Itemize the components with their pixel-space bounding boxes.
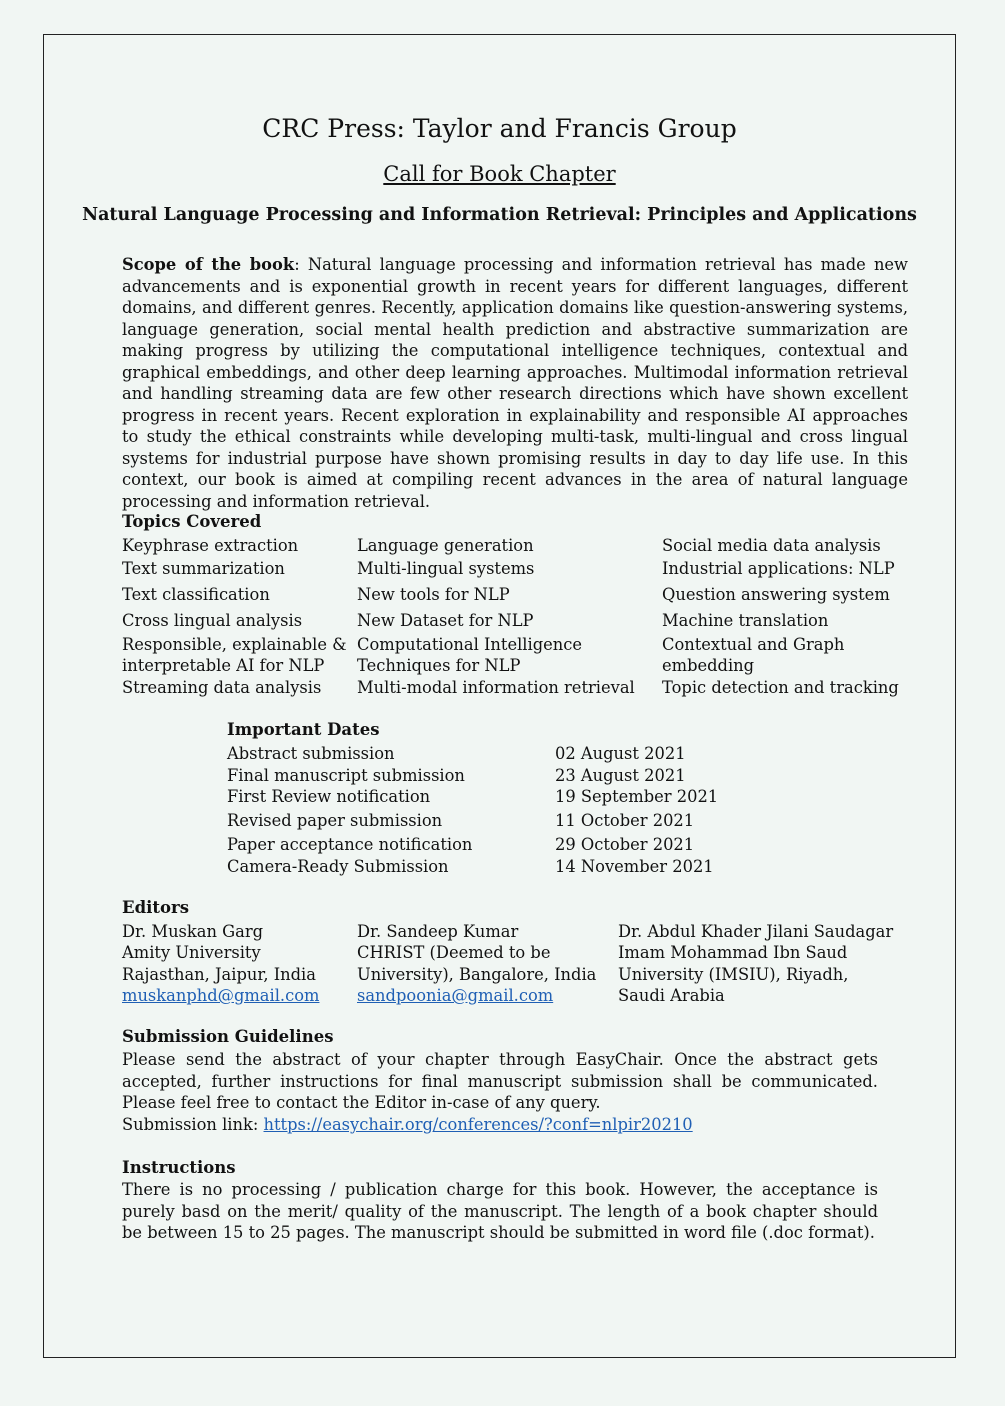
topic-item: New Dataset for NLP bbox=[357, 611, 534, 630]
topic-item: Keyphrase extraction bbox=[122, 536, 299, 555]
book-title: Natural Language Processing and Information Retrieval: Principles and Applications bbox=[82, 205, 917, 225]
topic-item: embedding bbox=[662, 656, 755, 675]
topic-item: Techniques for NLP bbox=[357, 656, 521, 675]
editor-affiliation: Amity University bbox=[122, 943, 261, 962]
date-label: Revised paper submission bbox=[227, 811, 443, 830]
dates-heading: Important Dates bbox=[227, 720, 380, 739]
scope-paragraph bbox=[122, 254, 908, 512]
editor-location: Saudi Arabia bbox=[618, 986, 725, 1005]
topic-item: Multi-modal information retrieval bbox=[357, 678, 635, 697]
date-value: 02 August 2021 bbox=[555, 744, 686, 763]
topic-item: New tools for NLP bbox=[357, 585, 510, 604]
date-label: First Review notification bbox=[227, 787, 431, 806]
editor-name: Dr. Abdul Khader Jilani Saudagar bbox=[618, 922, 894, 941]
editor-email-link[interactable]: muskanphd@gmail.com bbox=[122, 986, 320, 1005]
topic-item: interpretable AI for NLP bbox=[122, 656, 325, 675]
instructions-text: There is no processing / publication charge for this book. However, the acceptance is purely basd on the merit/ quality of the manuscript. The length of a book chapter should be between 15 to 25 pages. The manuscript should be submitted in word file (.doc format). bbox=[122, 1180, 878, 1242]
date-value: 19 September 2021 bbox=[555, 787, 719, 806]
date-label: Paper acceptance notification bbox=[227, 835, 473, 854]
scope-text: : Natural language processing and information retrieval has made new advancements and is exponential growth in recent years for different languages, different domains, and different genres. Recently, application domains like question-answering systems, language generation, social mental health prediction and abstractive summarization are making progress by utilizing the computational intelligence techniques, contextual and graphical embeddings, and other deep learning approaches. Multimodal information retrieval and handling streaming data are few other research directions which have shown excellent progress in recent years. Recent exploration in explainability and responsible AI approaches to study the ethical constraints while developing multi-task, multi-lingual and cross lingual systems for industrial purpose have shown promising results in day to day life use. In this context, our book is aimed at compiling recent advances in the area of natural language processing and information retrieval. bbox=[122, 255, 908, 511]
topic-item: Streaming data analysis bbox=[122, 678, 322, 697]
topic-item: Cross lingual analysis bbox=[122, 611, 303, 630]
date-value: 29 October 2021 bbox=[555, 835, 695, 854]
topic-item: Question answering system bbox=[662, 585, 890, 604]
editors-heading: Editors bbox=[122, 898, 189, 917]
scope-label: Scope of the book bbox=[122, 255, 295, 274]
call-for-chapter-heading: Call for Book Chapter bbox=[383, 162, 616, 186]
editor-name: Dr. Muskan Garg bbox=[122, 922, 264, 941]
editor-affiliation: University (IMSIU), Riyadh, bbox=[618, 965, 849, 984]
editor-location: Rajasthan, Jaipur, India bbox=[122, 965, 316, 984]
topic-item: Multi-lingual systems bbox=[357, 559, 535, 578]
submission-link[interactable]: https://easychair.org/conferences/?conf=nlpir20210 bbox=[263, 1115, 693, 1134]
topic-item: Language generation bbox=[357, 536, 534, 555]
date-label: Camera-Ready Submission bbox=[227, 857, 449, 876]
topic-item: Text classification bbox=[122, 585, 270, 604]
topic-item: Machine translation bbox=[662, 611, 829, 630]
topic-item: Contextual and Graph bbox=[662, 635, 845, 654]
publisher-title: CRC Press: Taylor and Francis Group bbox=[262, 114, 737, 143]
editor-email-link[interactable]: sandpoonia@gmail.com bbox=[357, 986, 554, 1005]
date-label: Final manuscript submission bbox=[227, 766, 465, 785]
editor-name: Dr. Sandeep Kumar bbox=[357, 922, 519, 941]
submission-link-line bbox=[122, 1114, 693, 1135]
topic-item: Industrial applications: NLP bbox=[662, 559, 895, 578]
topic-item: Social media data analysis bbox=[662, 536, 881, 555]
submission-text: Please send the abstract of your chapter through EasyChair. Once the abstract gets accepted, further instructions for final manuscript submission shall be communicated. Please feel free to contact the Editor in-case of any query. bbox=[122, 1050, 878, 1112]
date-value: 14 November 2021 bbox=[555, 857, 714, 876]
editor-location: University), Bangalore, India bbox=[357, 965, 597, 984]
editor-affiliation: CHRIST (Deemed to be bbox=[357, 943, 551, 962]
instructions-heading: Instructions bbox=[122, 1158, 236, 1177]
topic-item: Responsible, explainable & bbox=[122, 635, 347, 654]
date-value: 23 August 2021 bbox=[555, 766, 686, 785]
submission-link-label: Submission link: bbox=[122, 1115, 264, 1134]
topic-item: Topic detection and tracking bbox=[662, 678, 899, 697]
topics-heading: Topics Covered bbox=[122, 512, 262, 531]
date-value: 11 October 2021 bbox=[555, 811, 695, 830]
topic-item: Text summarization bbox=[122, 559, 285, 578]
topic-item: Computational Intelligence bbox=[357, 635, 582, 654]
submission-heading: Submission Guidelines bbox=[122, 1027, 334, 1046]
editor-affiliation: Imam Mohammad Ibn Saud bbox=[618, 943, 848, 962]
date-label: Abstract submission bbox=[227, 744, 395, 763]
